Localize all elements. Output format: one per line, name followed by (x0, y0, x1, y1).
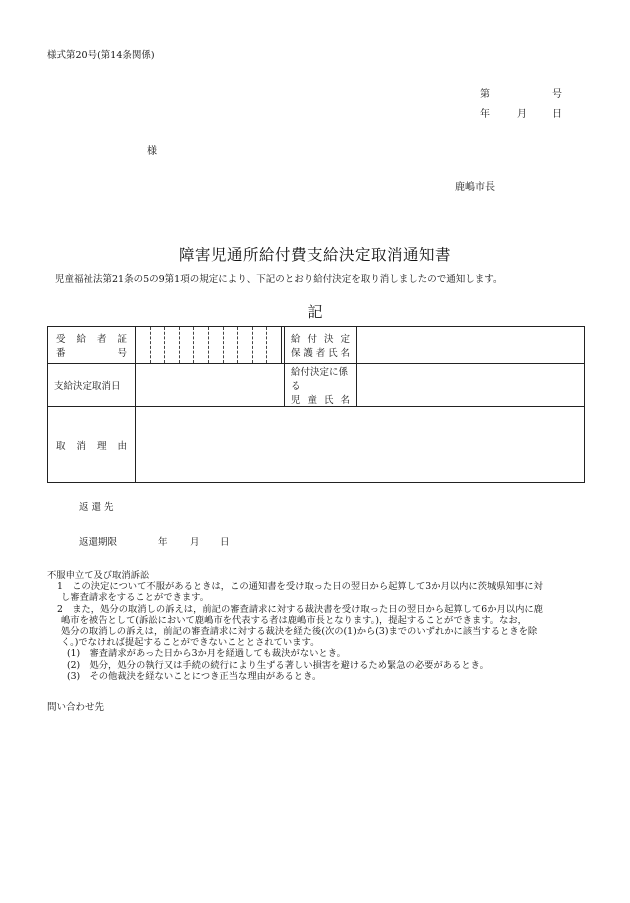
doc-date-day: 日 (552, 109, 562, 120)
objection-sub-2: (2) 処分，処分の執行又は手続の続行により生ずる著しい損害を避けるため緊急の必要があるとき。 (67, 659, 489, 671)
objection-section (47, 570, 587, 682)
ki-marker: 記 (307, 303, 323, 321)
objection-item-1: 1 この決定について不服があるときは，この通知書を受け取った日の翌日から起算して3か月以内に茨城県知事に対 (57, 581, 543, 593)
form-number: 様式第20号(第14条関係) (47, 50, 155, 61)
contact-label: 問い合わせ先 (47, 702, 105, 713)
objection-sub-3: (3) その他裁決を経ないことにつき正当な理由があるとき。 (67, 670, 322, 682)
return-deadline-year: 年 (158, 537, 168, 548)
child-name-label: 給付決定に係る 児 童 氏 名 (285, 364, 357, 407)
objection-heading: 不服申立て及び取消訴訟 (47, 570, 150, 581)
addressee-suffix: 様 (147, 146, 157, 157)
document-title: 障害児通所給付費支給決定取消通知書 (178, 246, 451, 264)
objection-item-2: 2 また，処分の取消しの訴えは，前記の審査請求に対する裁決書を受け取った日の翌日から起算して6か月以内に鹿 (57, 603, 543, 615)
objection-item-2-cont-1: 嶋市を被告として(訴訟において鹿嶋市を代表する者は鹿嶋市長となります。)，提起することができます。なお， (61, 614, 527, 626)
child-name-field[interactable] (357, 364, 585, 407)
objection-item-1-cont: し審査請求をすることができます。 (61, 592, 210, 604)
doc-number-dai: 第 (480, 89, 490, 100)
doc-date-month: 月 (517, 109, 527, 120)
issuer: 鹿嶋市長 (455, 182, 495, 193)
cancel-date-field[interactable] (136, 364, 285, 407)
return-to-label: 返 還 先 (79, 502, 114, 513)
return-deadline-label: 返還期限 (79, 537, 118, 548)
decision-table (47, 326, 585, 483)
reason-label: 取 消 理 由 (48, 407, 136, 483)
recipient-number-label: 受 給 者 証 番 号 (48, 327, 136, 364)
objection-item-2-cont-2: 処分の取消しの訴えは，前記の審査請求に対する裁決を経た後(次の(1)から(3)までのいずれかに該当するときを除 (61, 626, 538, 638)
cancel-date-label: 支給決定取消日 (48, 364, 136, 407)
return-deadline-day: 日 (220, 537, 230, 548)
intro-text: 児童福祉法第21条の5の9第1項の規定により、下記のとおり給付決定を取り消しましたので通知します。 (55, 274, 503, 285)
reason-field[interactable] (136, 407, 585, 483)
guardian-name-field[interactable] (357, 327, 585, 364)
guardian-name-label: 給 付 決 定 保 護 者 氏 名 (285, 327, 357, 364)
doc-date-year: 年 (480, 109, 490, 120)
objection-item-2-cont-3: く。)でなければ提起することができないこととされています。 (61, 637, 320, 649)
objection-sub-1: (1) 審査請求があった日から3か月を経過しても裁決がないとき。 (67, 648, 346, 660)
doc-number-go: 号 (552, 89, 562, 100)
return-deadline-month: 月 (190, 537, 200, 548)
recipient-number-field[interactable] (136, 327, 282, 364)
